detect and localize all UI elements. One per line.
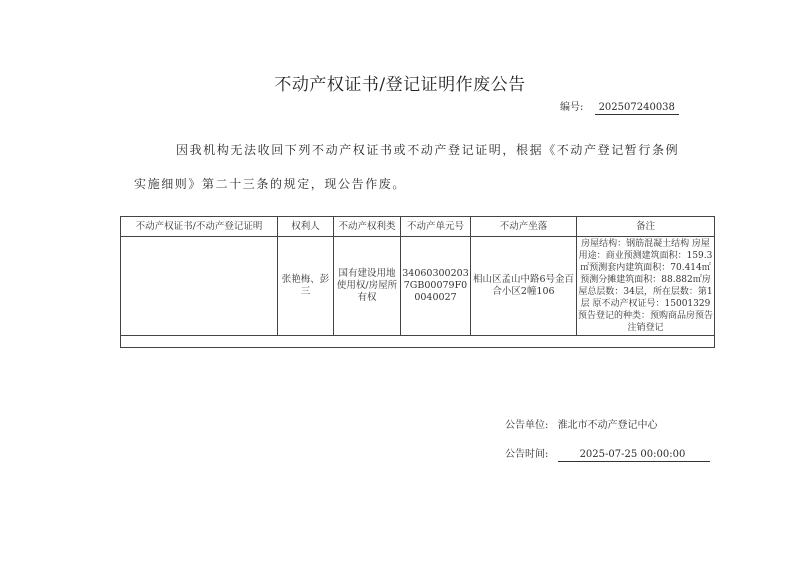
serial-label: 编号: xyxy=(560,102,584,113)
header-note: 备注 xyxy=(577,217,715,237)
serial-value: 202507240038 xyxy=(595,102,679,115)
empty-cell xyxy=(121,336,715,348)
cell-right-type: 国有建设用地使用权/房屋所有权 xyxy=(334,237,401,336)
certificate-table xyxy=(120,216,715,348)
serial-number xyxy=(560,98,679,113)
body-line-2 xyxy=(120,167,720,201)
announcement-body xyxy=(120,133,720,201)
cell-right-holder: 张艳梅、彭三 xyxy=(278,237,334,336)
unit-value: 淮北市不动产登记中心 xyxy=(557,420,658,431)
page-title: 不动产权证书/登记证明作废公告 xyxy=(274,75,526,95)
header-right-type: 不动产权利类 xyxy=(334,217,401,237)
body-line-2-text: 实施细则》第二十三条的规定，现公告作废。 xyxy=(134,177,407,191)
table-header-row xyxy=(121,217,715,237)
table-empty-row xyxy=(121,336,715,348)
time-value: 2025-07-25 00:00:00 xyxy=(558,449,710,462)
cell-certificate xyxy=(121,237,278,336)
time-label: 公告时间: xyxy=(505,449,549,460)
table-row xyxy=(121,237,715,336)
announcement-time xyxy=(505,445,710,462)
header-unit-number: 不动产单元号 xyxy=(401,217,471,237)
header-certificate: 不动产权证书/不动产登记证明 xyxy=(121,217,278,237)
cell-unit-number: 340603002037GB00079F00040027 xyxy=(401,237,471,336)
header-location: 不动产坐落 xyxy=(471,217,577,237)
body-line-1 xyxy=(120,133,720,167)
unit-label: 公告单位: xyxy=(505,420,549,431)
body-line-1-text: 因我机构无法收回下列不动产权证书或不动产登记证明，根据《不动产登记暂行条例 xyxy=(176,143,680,157)
cell-location: 相山区孟山中路6号金百合小区2幢106 xyxy=(471,237,577,336)
announcing-unit xyxy=(505,416,658,431)
header-right-holder: 权利人 xyxy=(278,217,334,237)
cell-note: 房屋结构：钢筋混凝土结构 房屋用途：商业预测建筑面积：159.3㎡预测套内建筑面积：70.414㎡预测分摊建筑面积：88.882㎡房屋总层数：34层，所在层数：第1层 原不动产权证号：15001329 预告登记的种类：预购商品房预告注销登记 xyxy=(577,237,715,336)
